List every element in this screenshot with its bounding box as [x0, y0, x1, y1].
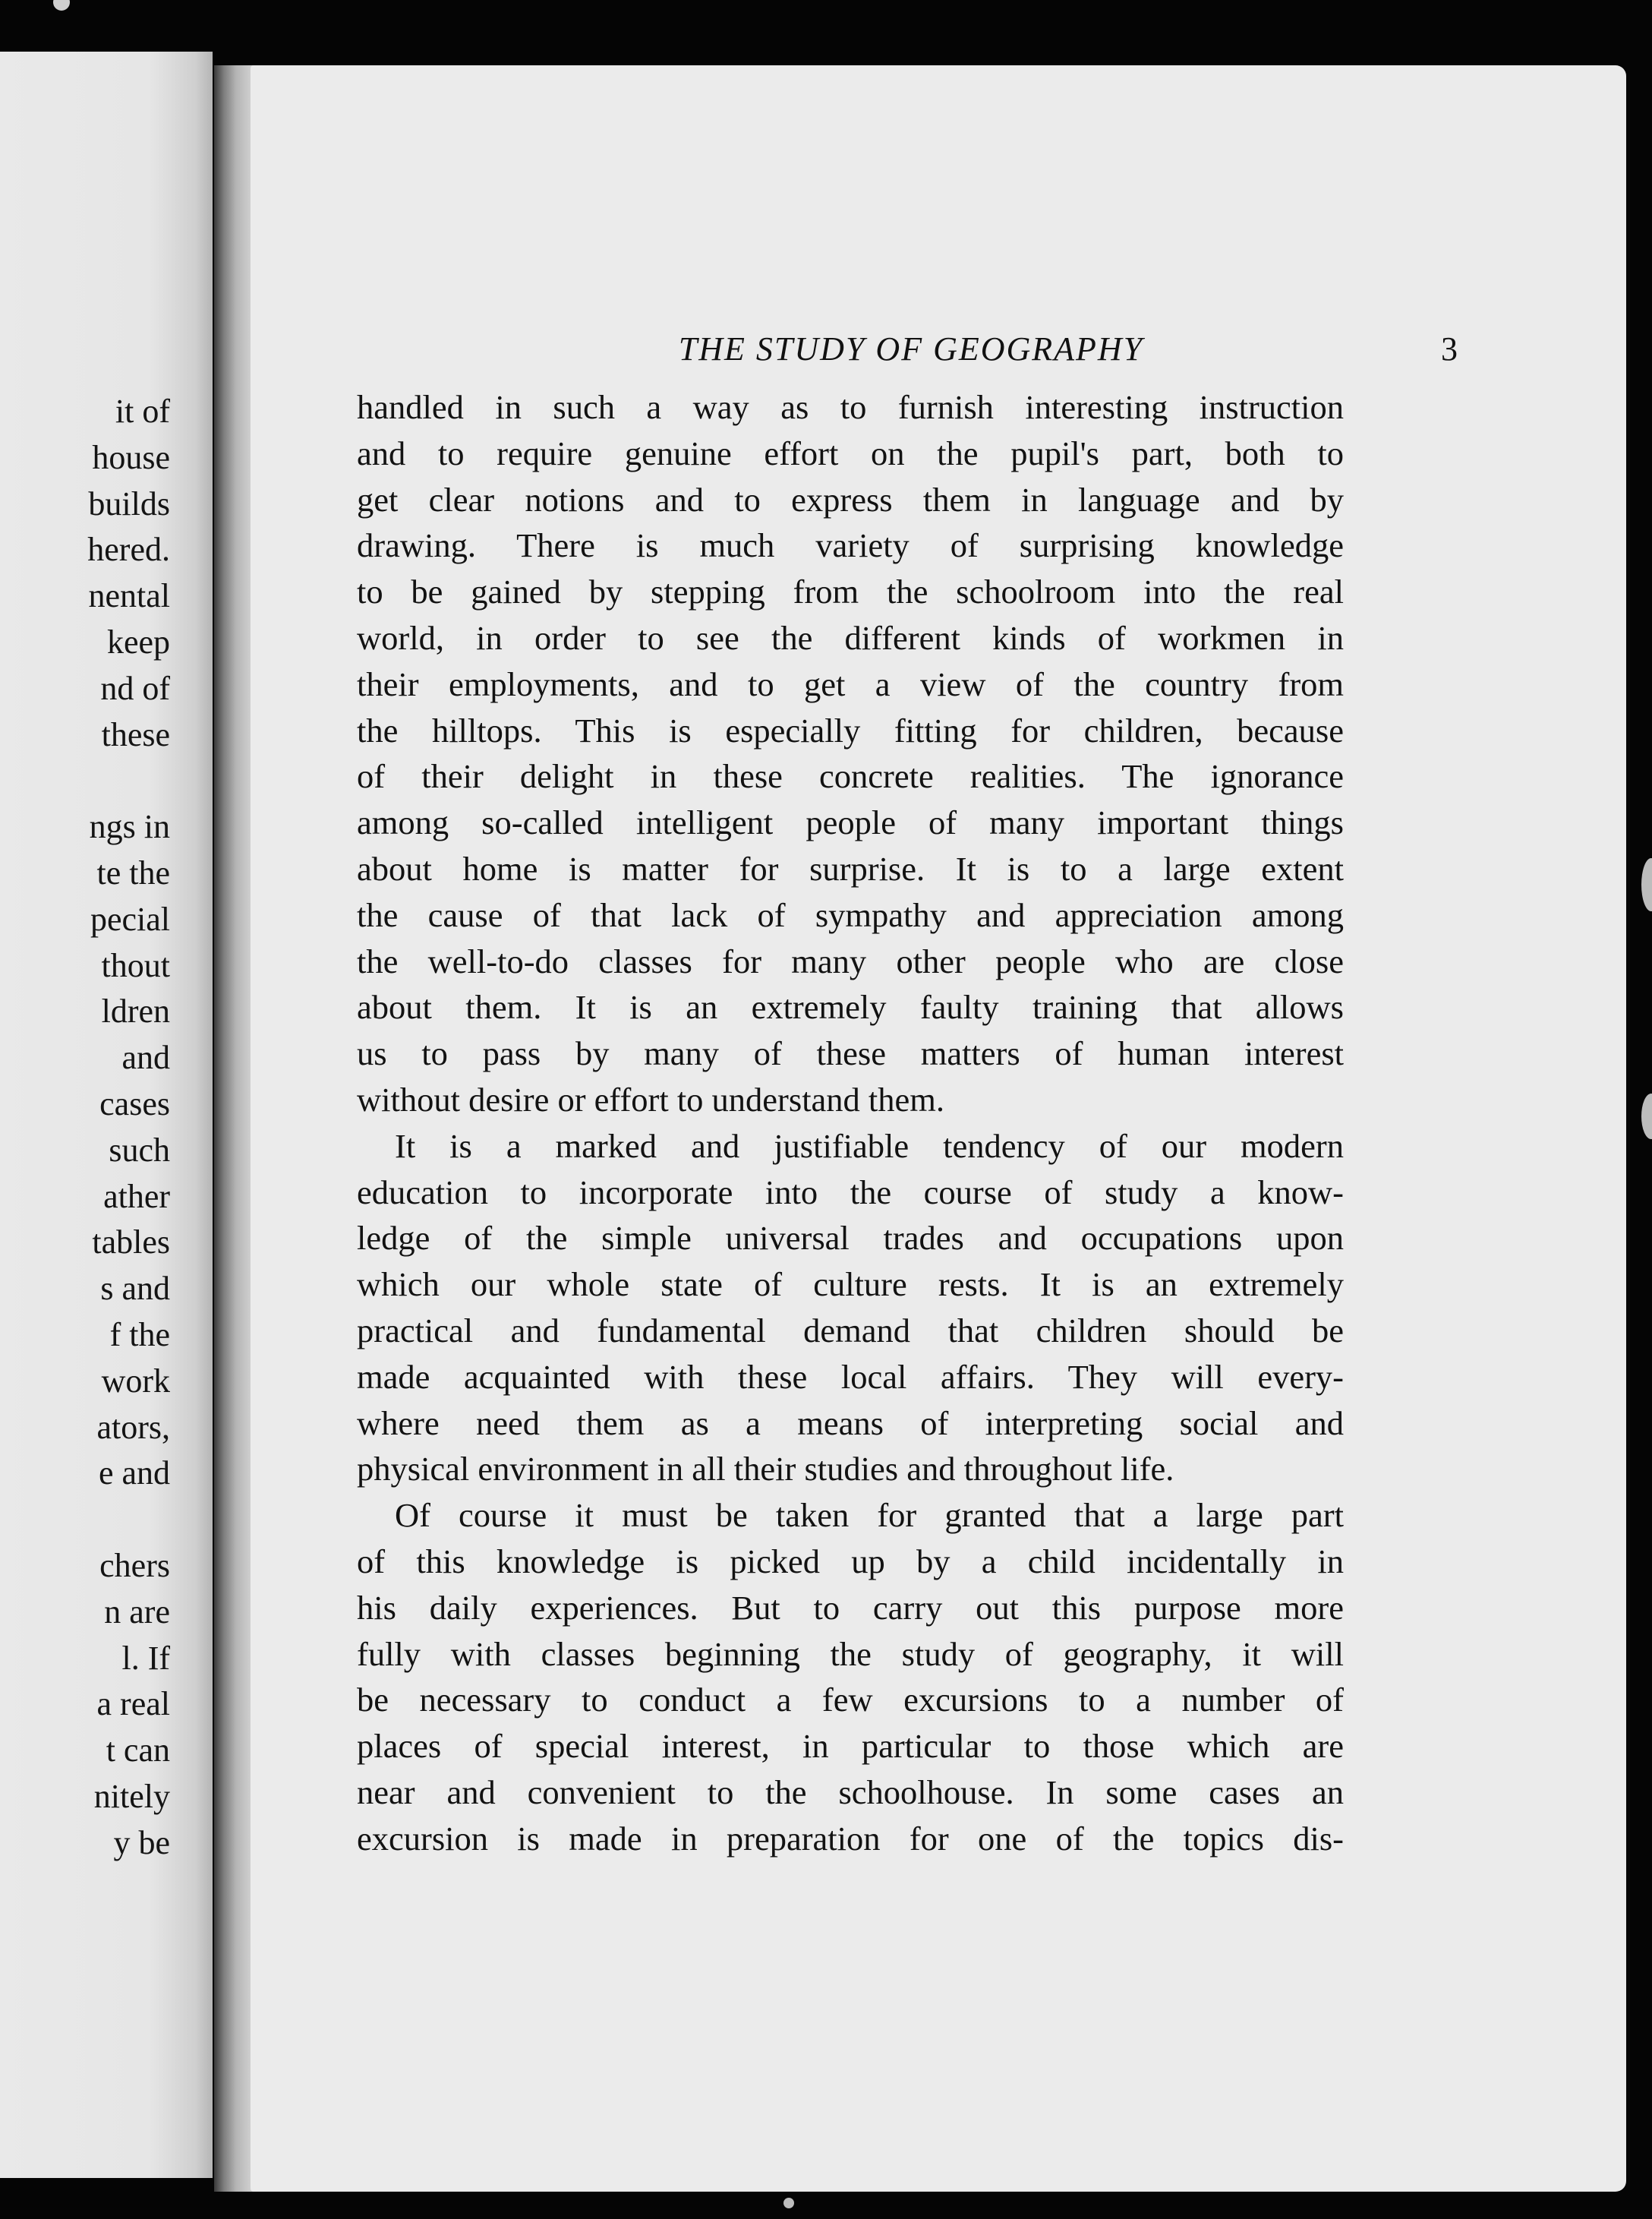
- text-line: pecial: [90, 900, 170, 938]
- text-line: without desire or effort to understand them.: [357, 1080, 945, 1119]
- text-line: l. If: [121, 1639, 170, 1677]
- text-line: the hilltops. This is especially fitting for children, because: [357, 711, 1344, 750]
- text-line: handled in such a way as to furnish interesting instruction: [357, 388, 1344, 426]
- text-line: n are: [104, 1592, 170, 1630]
- scan-speck: [1641, 858, 1652, 911]
- line-gap: [61, 758, 213, 804]
- text-line: nd of: [100, 669, 170, 707]
- text-line: a real: [96, 1685, 170, 1723]
- text-line: practical and fundamental demand that children should be: [357, 1311, 1344, 1349]
- scan-speck: [53, 0, 70, 11]
- text-line: the cause of that lack of sympathy and appreciation among: [357, 895, 1344, 934]
- text-line: made acquainted with these local affairs. They will every-: [357, 1357, 1344, 1396]
- line-gap: [61, 1497, 213, 1543]
- text-line: physical environment in all their studies and throughout life.: [357, 1450, 1174, 1488]
- text-line: nental: [88, 577, 170, 615]
- text-line: about them. It is an extremely faulty training that allows: [357, 988, 1344, 1027]
- text-line: his daily experiences. But to carry out this purpose more: [357, 1588, 1344, 1627]
- text-line: world, in order to see the different kinds of workmen in: [357, 618, 1344, 657]
- text-line: which our whole state of culture rests. It is an extremely: [357, 1265, 1344, 1304]
- text-line: us to pass by many of these matters of human interest: [357, 1034, 1344, 1073]
- text-line: y be: [113, 1823, 170, 1861]
- text-line: drawing. There is much variety of surprising knowledge: [357, 526, 1344, 565]
- text-line: among so-called intelligent people of many important things: [357, 803, 1344, 842]
- text-line: nitely: [93, 1777, 170, 1815]
- text-line: builds: [88, 485, 170, 522]
- text-line: It is a marked and justifiable tendency of our modern: [395, 1126, 1344, 1165]
- text-line: near and convenient to the schoolhouse. In some cases an: [357, 1772, 1344, 1811]
- text-line: fully with classes beginning the study of geography, it will: [357, 1634, 1344, 1673]
- text-line: it of: [115, 393, 170, 430]
- previous-page-fragment: [0, 52, 213, 2178]
- scan-speck: [783, 2198, 794, 2208]
- text-line: and: [121, 1039, 170, 1077]
- text-line: Of course it must be taken for granted that a large part: [395, 1496, 1344, 1535]
- text-line: to be gained by stepping from the schoolroom into the real: [357, 573, 1344, 611]
- text-line: chers: [99, 1546, 170, 1584]
- text-line: be necessary to conduct a few excursions to a number of: [357, 1681, 1344, 1719]
- paragraph: [357, 1492, 1344, 1861]
- text-line: their employments, and to get a view of the country from: [357, 664, 1344, 703]
- running-head: [364, 323, 1458, 376]
- current-page: [251, 65, 1626, 2192]
- text-line: ngs in: [89, 808, 170, 846]
- paragraph: [357, 384, 1344, 1123]
- text-line: where need them as a means of interpreting social and: [357, 1403, 1344, 1442]
- text-line: te the: [96, 854, 170, 892]
- text-line: ators,: [96, 1408, 170, 1446]
- text-line: tables: [92, 1223, 170, 1261]
- text-line: cases: [99, 1084, 170, 1122]
- text-line: about home is matter for surprise. It is to a large extent: [357, 849, 1344, 888]
- text-line: get clear notions and to express them in language and by: [357, 480, 1344, 519]
- text-line: ldren: [101, 993, 170, 1031]
- text-line: thout: [101, 946, 170, 984]
- previous-page-text: [61, 389, 213, 1867]
- text-line: house: [92, 438, 170, 476]
- text-line: excursion is made in preparation for one of the topics dis-: [357, 1819, 1344, 1858]
- text-line: the well-to-do classes for many other people who are close: [357, 942, 1344, 980]
- running-head-title: THE STUDY OF GEOGRAPHY: [678, 330, 1144, 368]
- text-line: e and: [98, 1454, 170, 1492]
- text-line: hered.: [87, 531, 170, 569]
- text-line: education to incorporate into the course of study a know-: [357, 1173, 1344, 1211]
- text-line: keep: [106, 623, 170, 661]
- text-line: ledge of the simple universal trades and occupations upon: [357, 1219, 1344, 1258]
- paragraph: [357, 1123, 1344, 1492]
- text-line: ather: [103, 1177, 170, 1215]
- text-line: these: [101, 715, 170, 753]
- page-body-text: [357, 384, 1344, 1862]
- text-line: t can: [106, 1731, 170, 1769]
- text-line: s and: [100, 1270, 170, 1308]
- page-number: 3: [1441, 330, 1458, 368]
- text-line: f the: [109, 1315, 170, 1353]
- text-line: such: [109, 1131, 170, 1169]
- text-line: of their delight in these concrete realities. The ignorance: [357, 757, 1344, 796]
- text-line: places of special interest, in particular to those which are: [357, 1727, 1344, 1766]
- text-line: and to require genuine effort on the pupil's part, both to: [357, 434, 1344, 472]
- text-line: of this knowledge is picked up by a child incidentally in: [357, 1542, 1344, 1580]
- scan-speck: [1641, 1094, 1652, 1139]
- text-line: work: [101, 1362, 170, 1400]
